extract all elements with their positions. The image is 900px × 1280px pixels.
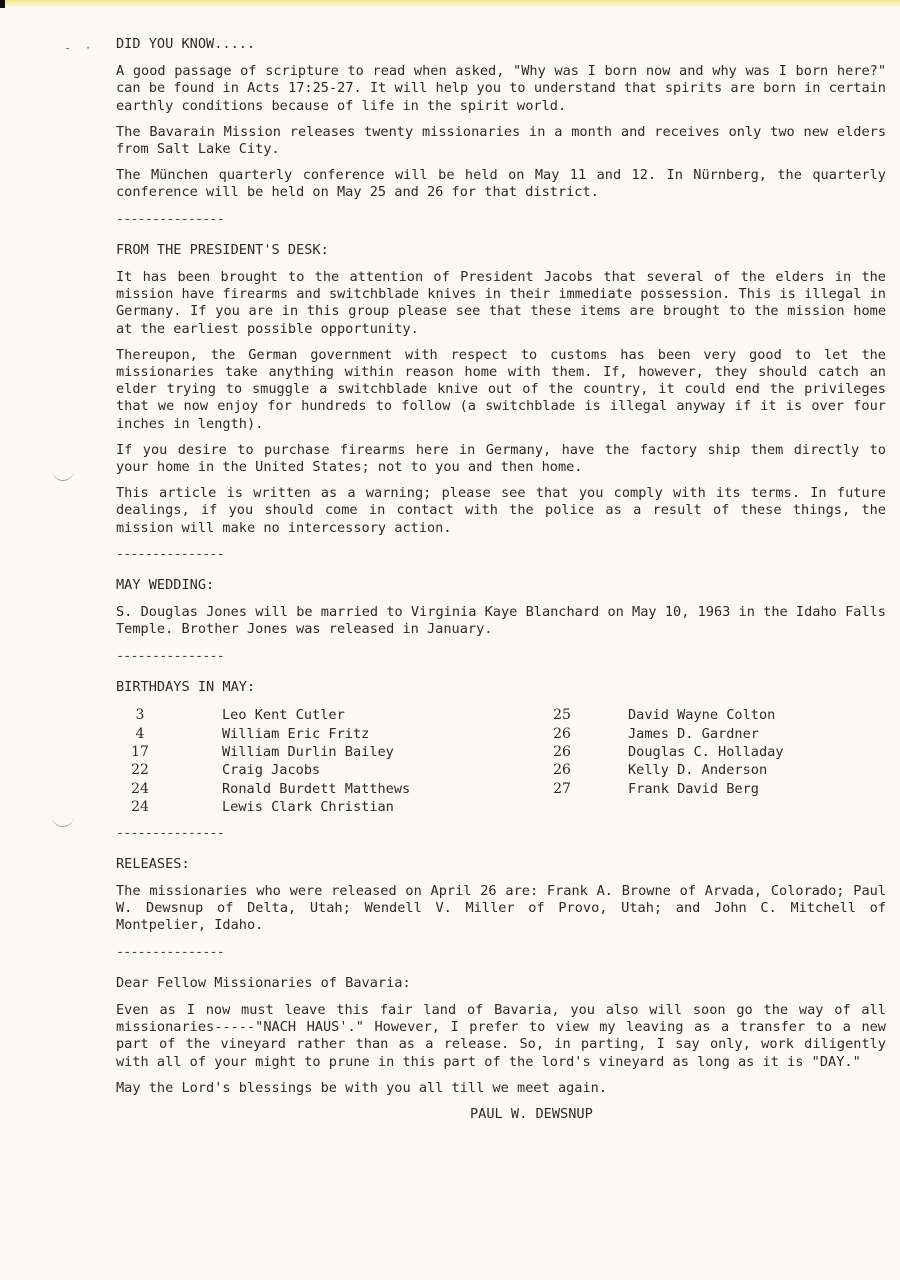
section-heading-may-wedding: MAY WEDDING: — [116, 577, 215, 594]
punch-hole-mark — [52, 804, 74, 827]
birthday-name: Leo Kent Cutler — [222, 707, 345, 724]
paragraph: A good passage of scripture to read when asked, "Why was I born now and why was I born here?" can be found in Acts 17:25-27. It will help you to understand that spirits are born in certain earthly conditions because of life in the spirit world. — [116, 63, 886, 114]
separator-line: --------------- — [116, 647, 224, 664]
paragraph: The Bavarain Mission releases twenty missionaries in a month and receives only two new elders from Salt Lake City. — [116, 123, 886, 158]
birthday-entry — [536, 743, 784, 761]
signature: PAUL W. DEWSNUP — [470, 1105, 593, 1122]
birthday-entry — [116, 761, 536, 779]
birthday-entry — [536, 761, 784, 779]
birthday-name: Lewis Clark Christian — [222, 799, 394, 816]
punch-hole-mark — [52, 458, 74, 481]
birthday-day: 22 — [131, 762, 149, 779]
newsletter-page — [116, 36, 886, 1123]
paragraph: The München quarterly conference will be held on May 11 and 12. In Nürnberg, the quarterly conference will be held on May 25 and 26 for that district. — [116, 167, 886, 201]
section-heading-releases: RELEASES: — [116, 855, 190, 872]
paragraph: If you desire to purchase firearms here in Germany, have the factory ship them directly to your home in the United States; not to you and then home. — [116, 441, 886, 476]
birthday-name: David Wayne Colton — [628, 707, 776, 724]
separator-line: --------------- — [116, 545, 224, 562]
page-top-band — [0, 0, 900, 8]
birthday-entry — [116, 780, 536, 798]
paragraph: S. Douglas Jones will be married to Virginia Kaye Blanchard on May 10, 1963 in the Idaho Falls Temple. Brother Jones was released in January. — [116, 604, 886, 638]
section-heading-birthdays: BIRTHDAYS IN MAY: — [116, 678, 256, 695]
birthday-entry — [116, 725, 536, 743]
birthday-day: 27 — [553, 780, 571, 797]
birthday-day: 26 — [553, 762, 571, 779]
separator-line: --------------- — [116, 943, 224, 960]
birthday-name: Frank David Berg — [628, 780, 759, 797]
paragraph: The missionaries who were released on April 26 are: Frank A. Browne of Arvada, Colorado; Paul W. Dewsnup of Delta, Utah; Wendell V. Miller of Provo, Utah; and John C. Mitchell of Montpelier, Idaho. — [116, 882, 886, 934]
birthday-day: 25 — [553, 707, 571, 724]
birthday-entry — [536, 780, 784, 798]
birthday-entry — [116, 706, 536, 724]
birthday-day: 3 — [135, 707, 145, 724]
birthday-entry — [116, 743, 536, 761]
separator-line: --------------- — [116, 824, 224, 841]
birthday-entry — [536, 725, 784, 743]
birthday-name: William Eric Fritz — [222, 725, 370, 742]
separator-line: --------------- — [116, 210, 224, 227]
birthday-day: 17 — [131, 743, 149, 760]
birthday-day: 4 — [135, 725, 145, 742]
birthday-column-left — [116, 706, 536, 816]
birthday-list — [116, 706, 886, 816]
birthday-day: 24 — [131, 780, 149, 797]
paragraph: It has been brought to the attention of President Jacobs that several of the elders in the mission have firearms and switchblade knives in their immediate possession. This is illegal in Germany. If you are in this group please see that these items are brought to the mission home at the earliest possible opportunity. — [116, 269, 886, 337]
birthday-name: Kelly D. Anderson — [628, 762, 768, 779]
birthday-entry — [536, 706, 784, 724]
margin-mark: - · — [64, 41, 95, 55]
paragraph: May the Lord's blessings be with you all till we meet again. — [116, 1079, 608, 1096]
section-heading-presidents-desk: FROM THE PRESIDENT'S DESK: — [116, 241, 329, 258]
birthday-day: 26 — [553, 725, 571, 742]
birthday-column-right — [536, 706, 784, 816]
birthday-entry — [116, 798, 536, 816]
birthday-name: William Durlin Bailey — [222, 743, 394, 760]
section-heading-did-you-know: DID YOU KNOW..... — [116, 36, 256, 52]
birthday-name: Ronald Burdett Matthews — [222, 780, 411, 797]
paragraph: Even as I now must leave this fair land of Bavaria, you also will soon go the way of all missionaries-----"NACH HAUS'." However, I prefer to view my leaving as a transfer to a new part of the vineyard rather than as a release. So, in parting, I say only, work diligently with all of your might to prune in this part of the lord's vineyard as long as it is "DAY." — [116, 1001, 886, 1070]
corner-mark — [0, 0, 5, 8]
birthday-day: 24 — [131, 799, 149, 816]
birthday-name: Douglas C. Holladay — [628, 743, 784, 760]
birthday-name: Craig Jacobs — [222, 762, 321, 779]
paragraph: This article is written as a warning; please see that you comply with its terms. In future dealings, if you should come in contact with the police as a result of these things, the mission will make no intercessory action. — [116, 485, 886, 536]
letter-salutation: Dear Fellow Missionaries of Bavaria: — [116, 974, 411, 991]
birthday-name: James D. Gardner — [628, 725, 759, 742]
paragraph: Thereupon, the German government with respect to customs has been very good to let the missionaries take anything within reason home with them. If, however, they should catch an elder trying to smuggle a switchblade knive out of the country, it could end the privileges that we now enjoy for hundreds to follow (a switchblade is illegal anyway if it is over four inches in length). — [116, 346, 886, 432]
birthday-day: 26 — [553, 743, 571, 760]
